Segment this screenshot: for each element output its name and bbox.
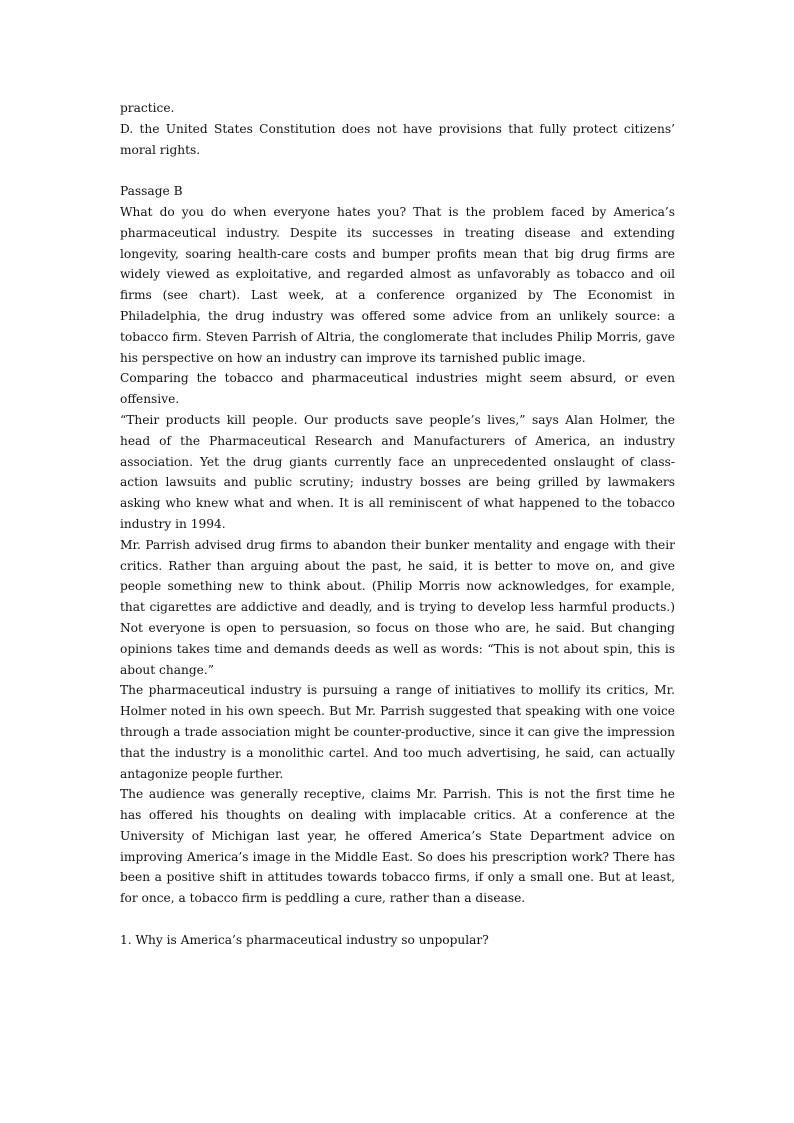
blank-line	[120, 909, 675, 930]
passage-paragraph: The pharmaceutical industry is pursuing a range of initiatives to mollify its critics, Mr. Holmer noted in his own speech. But Mr. Parrish suggested that speaking with one voice through a trade association might be counter-productive, since it can give the impression that the industry is a monolithic cartel. And too much advertising, he said, can actually antagonize people further.	[120, 683, 675, 781]
previous-option-continuation: practice.	[120, 101, 175, 115]
passage-paragraph: The audience was generally receptive, claims Mr. Parrish. This is not the first time he has offered his thoughts on dealing with implacable critics. At a conference at the University of Michigan last year, he offered America’s State Department advice on improving America’s image in the Middle East. So does his prescription work? There has been a positive shift in attitudes towards tobacco firms, if only a small one. But at least, for once, a tobacco firm is peddling a cure, rather than a disease.	[120, 787, 675, 906]
passage-paragraph: “Their products kill people. Our products save people’s lives,” says Alan Holmer, the head of the Pharmaceutical Research and Manufacturers of America, an industry association. Yet the drug giants currently face an unprecedented onslaught of class-action lawsuits and public scrutiny; industry bosses are being grilled by lawmakers asking who knew what and when. It is all reminiscent of what happened to the tobacco industry in 1994.	[120, 412, 675, 531]
option-d: D. the United States Constitution does not have provisions that fully protect citizens’ moral rights.	[120, 121, 675, 157]
blank-line	[120, 160, 675, 181]
passage-paragraph: Comparing the tobacco and pharmaceutical industries might seem absurd, or even offensive.	[120, 371, 675, 407]
passage-title: Passage B	[120, 184, 183, 199]
passage-paragraph: What do you do when everyone hates you? That is the problem faced by America’s pharmaceutical industry. Despite its successes in treating disease and extending longevity, soaring health-care costs and bumper profits mean that big drug firms are widely viewed as exploitative, and regarded almost as unfavorably as tobacco and oil firms (see chart). Last week, at a conference organized by The Economist in Philadelphia, the drug industry was offered some advice from an unlikely source: a tobacco firm. Steven Parrish of Altria, the conglomerate that includes Philip Morris, gave his perspective on how an industry can improve its tarnished public image.	[120, 204, 675, 365]
question-1: 1. Why is America’s pharmaceutical industry so unpopular?	[120, 932, 489, 947]
passage-paragraph: Mr. Parrish advised drug firms to abandon their bunker mentality and engage with their critics. Rather than arguing about the past, he said, it is better to move on, and give people something new to think about. (Philip Morris now acknowledges, for example, that cigarettes are addictive and deadly, and is trying to develop less harmful products.) Not everyone is open to persuasion, so focus on those who are, he said. But changing opinions takes time and demands deeds as well as words: “This is not about spin, this is about change.”	[120, 537, 675, 677]
document-page	[120, 98, 675, 951]
